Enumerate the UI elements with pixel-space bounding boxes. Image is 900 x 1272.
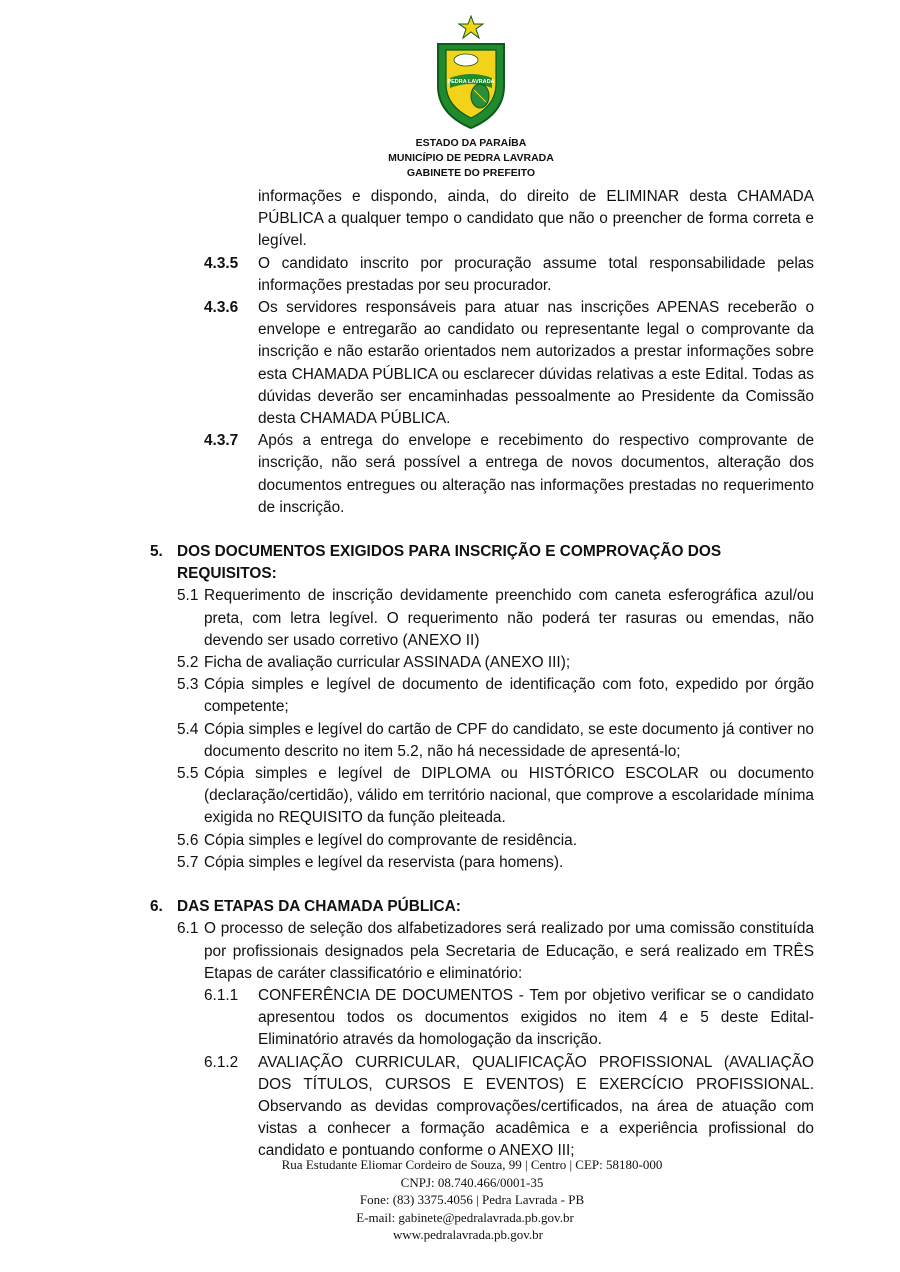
item-text: Cópia simples e legível de DIPLOMA ou HISTÓRICO ESCOLAR ou documento (declaração/certidão), válido em território nacional, que comprove a escolaridade mínima exigida no REQUISITO da função pleiteada. — [204, 765, 814, 827]
item-text: Cópia simples e legível da reservista (para homens). — [204, 853, 564, 871]
item-text: Os servidores responsáveis para atuar nas inscrições APENAS receberão o envelope e entregarão ao candidato ou representante legal o comprovante da inscrição e não estarão orientados nem autorizados a prestar informações sobre esta CHAMADA PÚBLICA ou esclarecer dúvidas relativas a este Edital. Todas as dúvidas deverão ser encaminhadas pessoalmente ao Presidente da Comissão desta CHAMADA PÚBLICA. — [258, 299, 814, 428]
footer-website: www.pedralavrada.pb.gov.br — [393, 1227, 543, 1242]
item-text: O processo de seleção dos alfabetizadores será realizado por uma comissão constituída por profissionais designados pela Secretaria de Educação, e será realizado em TRÊS Etapas de caráter classificatório e eliminatório: — [204, 920, 814, 982]
list-item — [150, 297, 814, 430]
section-heading-5 — [150, 541, 814, 585]
section-number: 5. — [150, 543, 163, 561]
list-item — [150, 1052, 814, 1163]
item-text: AVALIAÇÃO CURRICULAR, QUALIFICAÇÃO PROFISSIONAL (AVALIAÇÃO DOS TÍTULOS, CURSOS E EVENTOS) E EXERCÍCIO PROFISSIONAL. Observando as devidas comprovações/certificados, na área de atuação com vistas a conhecer a formação acadêmica e a experiência profissional do candidato e pontuando conforme o ANEXO III; — [258, 1053, 814, 1160]
list-item — [150, 430, 814, 519]
crest-text: PEDRA LAVRADA — [447, 79, 495, 85]
item-number: 6.1 — [177, 920, 199, 938]
item-number: 5.5 — [177, 765, 199, 783]
page-footer — [250, 1156, 694, 1244]
item-number: 4.3.5 — [204, 254, 239, 272]
item-text: Cópia simples e legível do cartão de CPF do candidato, se este documento já contiver no documento descrito no item 5.2, não há necessidade de apresentá-lo; — [204, 720, 814, 760]
list-item — [150, 585, 814, 652]
footer-cnpj: CNPJ: 08.740.466/0001-35 — [400, 1174, 544, 1190]
item-text: Ficha de avaliação curricular ASSINADA (ANEXO III); — [204, 654, 571, 672]
item-text: Cópia simples e legível de documento de identificação com foto, expedido por órgão competente; — [204, 676, 814, 716]
list-item — [150, 674, 814, 718]
item-number: 5.3 — [177, 676, 199, 694]
list-item — [150, 918, 814, 985]
list-item — [150, 719, 814, 763]
item-number: 4.3.7 — [204, 432, 239, 450]
item-text: Cópia simples e legível do comprovante de residência. — [204, 831, 577, 849]
item-number: 5.6 — [177, 831, 199, 849]
list-item — [150, 830, 814, 852]
header-municipality: MUNICÍPIO DE PEDRA LAVRADA — [388, 152, 554, 164]
item-number: 5.1 — [177, 587, 199, 605]
continuation-paragraph: informações e dispondo, ainda, do direito de ELIMINAR desta CHAMADA PÚBLICA a qualquer tempo o candidato que não o preencher de forma correta e legível. — [258, 188, 814, 250]
item-text: Após a entrega do envelope e recebimento do respectivo comprovante de inscrição, não será possível a entrega de novos documentos, alteração dos documentos entregues ou alteração nas informações prestadas no requerimento de inscrição. — [258, 432, 814, 516]
section-number: 6. — [150, 898, 163, 916]
list-item — [150, 852, 814, 874]
section-title: DOS DOCUMENTOS EXIGIDOS PARA INSCRIÇÃO E COMPROVAÇÃO DOS REQUISITOS: — [177, 543, 722, 583]
document-body — [150, 186, 814, 1163]
footer-email: E-mail: gabinete@pedralavrada.pb.gov.br — [356, 1209, 574, 1225]
section-title: DAS ETAPAS DA CHAMADA PÚBLICA: — [177, 898, 461, 916]
header-state: ESTADO DA PARAÍBA — [415, 137, 527, 149]
footer-phone: Fone: (83) 3375.4056 | Pedra Lavrada - PB — [359, 1192, 585, 1207]
item-number: 6.1.2 — [204, 1053, 239, 1071]
list-item — [150, 652, 814, 674]
letterhead — [0, 136, 900, 181]
item-text: Requerimento de inscrição devidamente preenchido com caneta esferográfica azul/ou preta, com letra legível. O requerimento não poderá ter rasuras ou emendas, não devendo ser usado corretivo (ANEXO II) — [204, 587, 814, 649]
item-number: 5.4 — [177, 720, 199, 738]
list-item — [150, 763, 814, 830]
list-item — [150, 253, 814, 297]
item-text: O candidato inscrito por procuração assume total responsabilidade pelas informações prestadas por seu procurador. — [258, 254, 814, 294]
item-number: 6.1.1 — [204, 986, 239, 1004]
municipal-crest-logo — [430, 14, 512, 132]
list-item — [150, 985, 814, 1052]
header-office: GABINETE DO PREFEITO — [406, 167, 536, 179]
item-text: CONFERÊNCIA DE DOCUMENTOS - Tem por objetivo verificar se o candidato apresentou todos os documentos exigidos no item 4 e 5 deste Edital- Eliminatório através da homologação da inscrição. — [258, 986, 814, 1049]
item-number: 5.7 — [177, 853, 199, 871]
item-number: 4.3.6 — [204, 299, 239, 317]
footer-address: Rua Estudante Eliomar Cordeiro de Souza, 99 | Centro | CEP: 58180-000 — [281, 1157, 663, 1172]
item-number: 5.2 — [177, 654, 199, 672]
section-heading-6 — [150, 896, 814, 918]
